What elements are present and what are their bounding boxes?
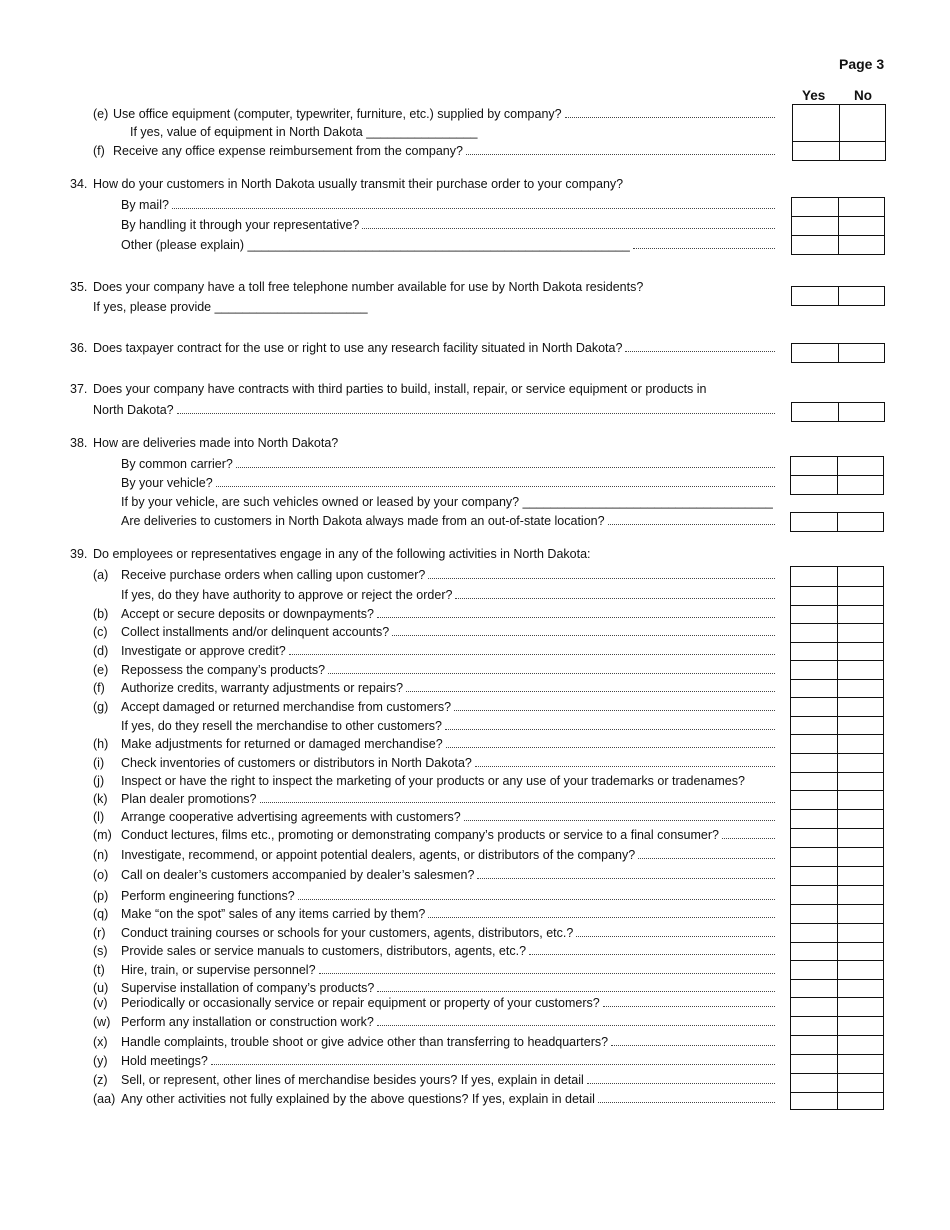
yes-checkbox[interactable] [793, 142, 840, 160]
page-number: Page 3 [839, 56, 885, 72]
q39-item-row [121, 981, 775, 996]
no-checkbox[interactable] [839, 403, 886, 421]
row-divider [791, 623, 883, 624]
row-divider [791, 828, 883, 829]
dot-leader [598, 1102, 775, 1103]
dot-leader [328, 673, 775, 674]
dot-leader [319, 973, 775, 974]
q39-item-text: Perform any installation or construction work? [121, 1015, 374, 1029]
q38-item-text: If by your vehicle, are such vehicles owned or leased by your company? ____________________________________ [121, 495, 773, 509]
no-checkbox[interactable] [838, 513, 885, 531]
q39-item-text: Conduct training courses or schools for your customers, agents, distributors, etc.? [121, 926, 574, 940]
q39-item-text: Plan dealer promotions? [121, 792, 257, 806]
dot-leader [211, 1064, 775, 1065]
q39-item-text: Arrange cooperative advertising agreements with customers? [121, 810, 461, 824]
dot-leader [477, 878, 775, 879]
q39-item-label: (v) [93, 996, 108, 1010]
q39-item-label: (n) [93, 848, 109, 862]
dot-leader [638, 858, 775, 859]
no-checkbox[interactable] [839, 198, 886, 254]
q39-item-row [121, 607, 775, 622]
dot-leader [464, 820, 775, 821]
yes-checkbox[interactable] [792, 198, 839, 254]
q39-item-row [121, 963, 775, 978]
q38-item [121, 514, 775, 529]
q39-item-text: Authorize credits, warranty adjustments or repairs? [121, 681, 404, 695]
q36-row [93, 341, 775, 356]
q39-item-label: (b) [93, 607, 109, 621]
q39-item-row [121, 663, 775, 678]
q39-item-row [121, 868, 775, 883]
q33e-text: Use office equipment (computer, typewriter, furniture, etc.) supplied by company? [113, 107, 562, 121]
q36-answer-box[interactable] [791, 343, 885, 363]
q39-item-row [121, 756, 775, 771]
q39-item-text: Receive purchase orders when calling upon customer? [121, 568, 426, 582]
row-divider [791, 716, 883, 717]
q35-subtext: If yes, please provide ______________________ [93, 300, 368, 314]
dot-leader [177, 413, 775, 414]
q34-item [121, 198, 775, 213]
q38-number: 38. [70, 436, 88, 450]
q39-item-label: (y) [93, 1054, 108, 1068]
q35-text: Does your company have a toll free telephone number available for use by North Dakota residents? [93, 280, 644, 294]
q33f-label: (f) [93, 144, 105, 158]
q39-item-text: Handle complaints, trouble shoot or give advice other than transferring to headquarters? [121, 1035, 609, 1049]
row-divider [791, 1016, 883, 1017]
q39-item-row [121, 644, 775, 659]
q39-item-label: (t) [93, 963, 105, 977]
q39-item-text: Conduct lectures, films etc., promoting or demonstrating company’s products or service to a final consumer? [121, 828, 719, 842]
q39-item-text: Periodically or occasionally service or repair equipment or property of your customers? [121, 996, 600, 1010]
yes-checkbox[interactable] [792, 287, 839, 305]
q38-item-text: Are deliveries to customers in North Dakota always made from an out-of-state location? [121, 514, 605, 528]
q39-item-text: Hire, train, or supervise personnel? [121, 963, 316, 977]
q39-item-text: Any other activities not fully explained by the above questions? If yes, explain in detail [121, 1092, 595, 1106]
q39-item-label: (z) [93, 1073, 108, 1087]
dot-leader [466, 154, 775, 155]
q39-item-label: (h) [93, 737, 109, 751]
dot-leader [428, 917, 775, 918]
yes-column-header: Yes [802, 88, 826, 103]
q34-item [121, 238, 775, 253]
no-checkbox[interactable] [840, 105, 887, 141]
q39-item-label: (k) [93, 792, 108, 806]
dot-leader [406, 691, 775, 692]
q38-item [121, 457, 775, 472]
dot-leader [377, 991, 775, 992]
row-divider [791, 1073, 883, 1074]
q39-item-label: (d) [93, 644, 109, 658]
row-divider [791, 960, 883, 961]
q38-item-text: By common carrier? [121, 457, 233, 471]
dot-leader [633, 248, 775, 249]
q39-item-label: (c) [93, 625, 108, 639]
q39-item-label: (a) [93, 568, 109, 582]
q37-text: Does your company have contracts with third parties to build, install, repair, or service equipment or products in [93, 382, 707, 396]
q39-item-row [121, 588, 775, 603]
dot-leader [216, 486, 775, 487]
dot-leader [529, 954, 775, 955]
q39-item-label: (l) [93, 810, 105, 824]
q39-item-row [121, 889, 775, 904]
yes-checkbox[interactable] [792, 344, 839, 362]
q37-text-2: North Dakota? [93, 403, 174, 417]
q39-item-label: (g) [93, 700, 109, 714]
q39-item-label: (f) [93, 681, 105, 695]
q39-item-label: (j) [93, 774, 105, 788]
q39-item-label: (r) [93, 926, 106, 940]
q39-item-row [121, 1092, 775, 1107]
row-divider [791, 866, 883, 867]
q38-answer-box[interactable] [790, 456, 884, 495]
dot-leader [611, 1045, 775, 1046]
q35-number: 35. [70, 280, 88, 294]
row-divider [791, 679, 883, 680]
row-divider [792, 235, 884, 236]
q39-item-label: (o) [93, 868, 109, 882]
q37-number: 37. [70, 382, 88, 396]
dot-leader [455, 598, 775, 599]
q39-item-label: (w) [93, 1015, 111, 1029]
no-checkbox[interactable] [839, 287, 886, 305]
yes-checkbox[interactable] [791, 513, 838, 531]
q39-item-label: (q) [93, 907, 109, 921]
q39-item-label: (u) [93, 981, 109, 995]
q34-text: How do your customers in North Dakota usually transmit their purchase order to your company? [93, 177, 624, 191]
q39-item-text: Call on dealer’s customers accompanied by dealer’s salesmen? [121, 868, 475, 882]
dot-leader [446, 747, 775, 748]
q38-text: How are deliveries made into North Dakota? [93, 436, 339, 450]
q39-item-text: Provide sales or service manuals to customers, distributors, agents, etc.? [121, 944, 527, 958]
q34-answer-box[interactable] [791, 197, 885, 255]
row-divider [791, 1054, 883, 1055]
q33f-answer-box[interactable] [792, 141, 886, 161]
q34-item [121, 218, 775, 233]
q39-item-text: Investigate, recommend, or appoint potential dealers, agents, or distributors of the company? [121, 848, 636, 862]
q39-number: 39. [70, 547, 88, 561]
row-divider [791, 642, 883, 643]
q33e-row [113, 107, 775, 122]
dot-leader [377, 1025, 775, 1026]
dot-leader [587, 1083, 775, 1084]
no-checkbox[interactable] [839, 344, 886, 362]
q39-item-text: Make “on the spot” sales of any items carried by them? [121, 907, 426, 921]
q39-item-row [121, 700, 775, 715]
q34-item-text: By handling it through your representative? [121, 218, 360, 232]
row-divider [791, 885, 883, 886]
row-divider [792, 216, 884, 217]
row-divider [791, 586, 883, 587]
q39-item-row [121, 568, 775, 583]
q33e-subtext: If yes, value of equipment in North Dakota ________________ [130, 125, 478, 139]
dot-leader [454, 710, 775, 711]
q35-answer-box[interactable] [791, 286, 885, 306]
row-divider [791, 734, 883, 735]
q39-item-text: Accept or secure deposits or downpayments? [121, 607, 374, 621]
q39-item-row [121, 1054, 775, 1069]
q36-number: 36. [70, 341, 88, 355]
q39-item-label: (i) [93, 756, 105, 770]
no-column[interactable] [838, 567, 885, 1109]
q39-item-row [121, 774, 775, 789]
row-divider [791, 997, 883, 998]
q39-item-text: Inspect or have the right to inspect the marketing of your products or any use of your trademarks or tradenames? [121, 774, 745, 788]
row-divider [791, 1092, 883, 1093]
q39-item-label: (x) [93, 1035, 108, 1049]
row-divider [791, 753, 883, 754]
q38-item-text: By your vehicle? [121, 476, 213, 490]
dot-leader [475, 766, 775, 767]
row-divider [791, 923, 883, 924]
q36-text: Does taxpayer contract for the use or right to use any research facility situated in North Dakota? [93, 341, 623, 355]
no-column-header: No [854, 88, 872, 103]
row-divider [791, 847, 883, 848]
q39-item-row [121, 907, 775, 922]
row-divider [791, 475, 883, 476]
q39-item-row [121, 810, 775, 825]
q39-item-text: Investigate or approve credit? [121, 644, 286, 658]
dot-leader [428, 578, 775, 579]
row-divider [791, 979, 883, 980]
dot-leader [377, 617, 775, 618]
q33e-answer-box[interactable] [792, 104, 886, 142]
q39-item-text: Repossess the company’s products? [121, 663, 326, 677]
dot-leader [722, 838, 775, 839]
dot-leader [608, 524, 775, 525]
q39-item-row [121, 737, 775, 752]
dot-leader [625, 351, 775, 352]
q39-item-label: (m) [93, 828, 112, 842]
q39-answer-grid[interactable] [790, 566, 884, 1110]
q34-number: 34. [70, 177, 88, 191]
yes-checkbox[interactable] [793, 105, 840, 141]
row-divider [791, 772, 883, 773]
q37-row [93, 403, 775, 418]
q39-item-text: Hold meetings? [121, 1054, 208, 1068]
q38-item [121, 476, 775, 491]
row-divider [791, 904, 883, 905]
q39-item-row [121, 996, 775, 1011]
q39-item-text: Check inventories of customers or distributors in North Dakota? [121, 756, 472, 770]
yes-column[interactable] [791, 567, 838, 1109]
q34-item-text: By mail? [121, 198, 169, 212]
q33e-label: (e) [93, 107, 109, 121]
dot-leader [298, 899, 775, 900]
q39-item-row [121, 719, 775, 734]
q39-item-row [121, 1015, 775, 1030]
row-divider [791, 605, 883, 606]
q39-item-row [121, 625, 775, 640]
q39-item-text: If yes, do they resell the merchandise to other customers? [121, 719, 442, 733]
q39-item-text: Sell, or represent, other lines of merchandise besides yours? If yes, explain in detail [121, 1073, 584, 1087]
q39-item-label: (p) [93, 889, 109, 903]
row-divider [791, 790, 883, 791]
q33f-row [113, 144, 775, 159]
q39-item-label: (aa) [93, 1092, 116, 1106]
q37-answer-box[interactable] [791, 402, 885, 422]
dot-leader [603, 1006, 775, 1007]
q39-item-text: If yes, do they have authority to approve or reject the order? [121, 588, 453, 602]
q33f-text: Receive any office expense reimbursement from the company? [113, 144, 463, 158]
q39-item-row [121, 1035, 775, 1050]
q39-item-text: Make adjustments for returned or damaged merchandise? [121, 737, 443, 751]
q39-item-label: (s) [93, 944, 108, 958]
q39-item-row [121, 1073, 775, 1088]
dot-leader [289, 654, 775, 655]
q39-item-label: (e) [93, 663, 109, 677]
q39-text: Do employees or representatives engage in any of the following activities in North Dakota: [93, 547, 591, 561]
row-divider [791, 942, 883, 943]
dot-leader [362, 228, 775, 229]
dot-leader [172, 208, 775, 209]
row-divider [791, 809, 883, 810]
dot-leader [260, 802, 776, 803]
q38-answer-box[interactable] [790, 512, 884, 532]
q39-item-row [121, 681, 775, 696]
dot-leader [392, 635, 775, 636]
dot-leader [236, 467, 775, 468]
dot-leader [576, 936, 775, 937]
dot-leader [565, 117, 775, 118]
q39-item-text: Accept damaged or returned merchandise from customers? [121, 700, 452, 714]
no-checkbox[interactable] [840, 142, 887, 160]
q39-item-row [121, 926, 775, 941]
q39-item-row [121, 828, 775, 843]
q39-item-text: Supervise installation of company’s products? [121, 981, 375, 995]
q34-item-text: Other (please explain) _______________________________________________________ [121, 238, 630, 252]
row-divider [791, 660, 883, 661]
q39-item-text: Perform engineering functions? [121, 889, 295, 903]
dot-leader [445, 729, 775, 730]
q39-item-text: Collect installments and/or delinquent accounts? [121, 625, 390, 639]
yes-checkbox[interactable] [792, 403, 839, 421]
q39-item-row [121, 792, 775, 807]
row-divider [791, 697, 883, 698]
q39-item-row [121, 944, 775, 959]
row-divider [791, 1035, 883, 1036]
q39-item-row [121, 848, 775, 863]
